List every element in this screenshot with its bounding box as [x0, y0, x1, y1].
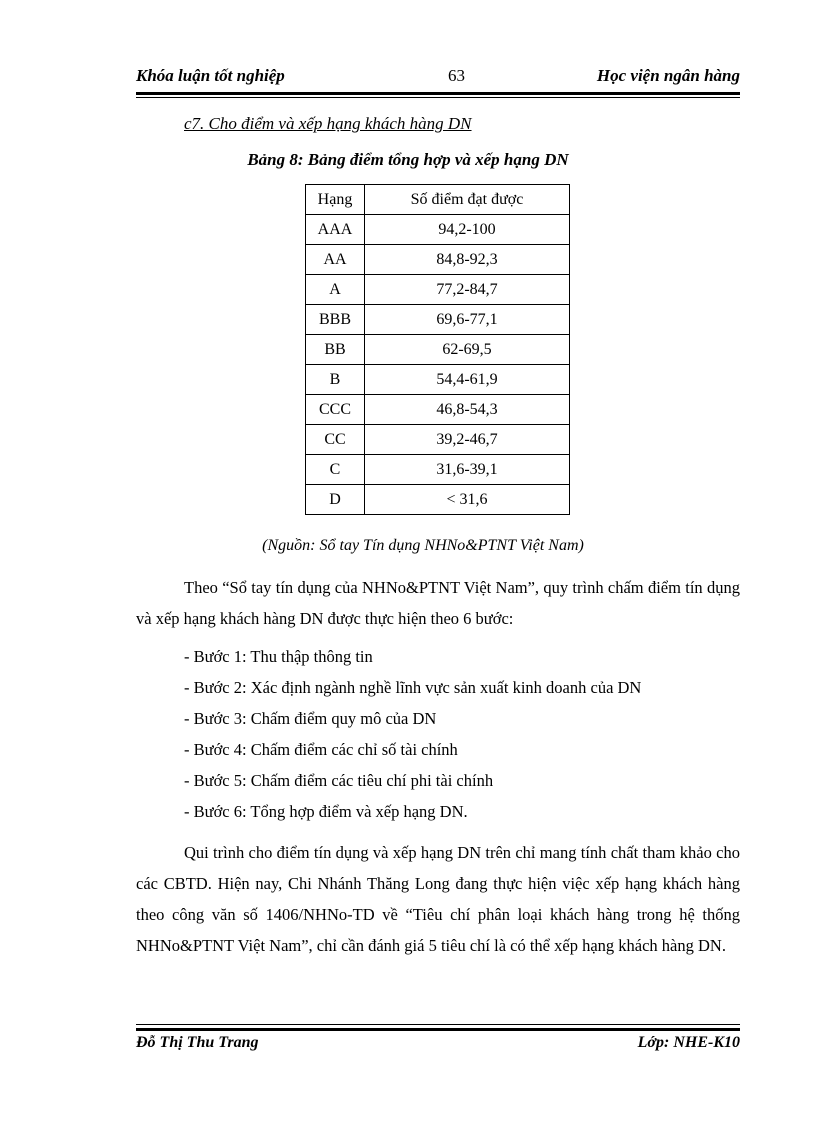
table-row [306, 275, 570, 305]
score-cell: 77,2-84,7 [365, 275, 570, 305]
list-item: - Bước 3: Chấm điểm quy mô của DN [184, 709, 437, 728]
rank-cell: D [306, 485, 365, 515]
rank-cell: AA [306, 245, 365, 275]
score-cell: 94,2-100 [365, 215, 570, 245]
score-cell: 46,8-54,3 [365, 395, 570, 425]
score-cell: 84,8-92,3 [365, 245, 570, 275]
column-header-score: Số điểm đạt được [365, 185, 570, 215]
steps-list [184, 643, 641, 829]
rank-cell: CC [306, 425, 365, 455]
table-row [306, 425, 570, 455]
list-item: - Bước 6: Tổng hợp điểm và xếp hạng DN. [184, 802, 468, 821]
list-item: - Bước 4: Chấm điểm các chỉ số tài chính [184, 740, 458, 759]
footer-rule-thin [136, 1024, 740, 1025]
table-source: (Nguồn: Sổ tay Tín dụng NHNo&PTNT Việt Nam) [262, 537, 584, 554]
rank-cell: A [306, 275, 365, 305]
score-cell: < 31,6 [365, 485, 570, 515]
table-row [306, 485, 570, 515]
list-item: - Bước 1: Thu thập thông tin [184, 647, 373, 666]
table-row [306, 455, 570, 485]
table-row [306, 215, 570, 245]
page-number: 63 [448, 66, 465, 85]
score-cell: 54,4-61,9 [365, 365, 570, 395]
rank-cell: BB [306, 335, 365, 365]
score-cell: 31,6-39,1 [365, 455, 570, 485]
table-header-row [306, 185, 570, 215]
score-cell: 69,6-77,1 [365, 305, 570, 335]
rank-cell: CCC [306, 395, 365, 425]
score-cell: 39,2-46,7 [365, 425, 570, 455]
header-thesis-title: Khóa luận tốt nghiệp [136, 66, 285, 85]
score-cell: 62-69,5 [365, 335, 570, 365]
table-caption: Bảng 8: Bảng điểm tổng hợp và xếp hạng DN [247, 150, 569, 169]
page-footer [136, 1034, 740, 1058]
column-header-rank: Hạng [306, 185, 365, 215]
table-row [306, 335, 570, 365]
header-rule-thick [136, 92, 740, 95]
rank-cell: B [306, 365, 365, 395]
section-title: c7. Cho điểm và xếp hạng khách hàng DN [184, 114, 472, 133]
table-row [306, 395, 570, 425]
table-row [306, 305, 570, 335]
list-item: - Bước 2: Xác định ngành nghề lĩnh vực sản xuất kinh doanh của DN [184, 678, 642, 697]
rank-cell: AAA [306, 215, 365, 245]
header-rule-thin [136, 97, 740, 98]
table-row [306, 245, 570, 275]
rank-cell: BBB [306, 305, 365, 335]
table-row [306, 365, 570, 395]
rating-table [305, 184, 570, 515]
footer-class: Lớp: NHE-K10 [637, 1034, 740, 1051]
paragraph-procedure: Theo “Sổ tay tín dụng của NHNo&PTNT Việt Nam”, quy trình chấm điểm tín dụng và xếp hạng khách hàng DN được thực hiện theo 6 bước: [136, 578, 740, 628]
footer-author: Đỗ Thị Thu Trang [136, 1034, 259, 1051]
header-institution: Học viện ngân hàng [596, 66, 740, 85]
page-header [136, 62, 740, 90]
paragraph-branch-practice: Qui trình cho điểm tín dụng và xếp hạng DN trên chỉ mang tính chất tham khảo cho các CBTD. Hiện nay, Chi Nhánh Thăng Long đang thực hiện việc xếp hạng khách hàng theo công văn số 1406/NHNo-TD về “Tiêu chí phân loại khách hàng trong hệ thống NHNo&PTNT Việt Nam”, chỉ cần đánh giá 5 tiêu chí là có thể xếp hạng khách hàng DN. [136, 843, 740, 955]
list-item: - Bước 5: Chấm điểm các tiêu chí phi tài chính [184, 771, 494, 790]
rank-cell: C [306, 455, 365, 485]
footer-rule-thick [136, 1028, 740, 1031]
